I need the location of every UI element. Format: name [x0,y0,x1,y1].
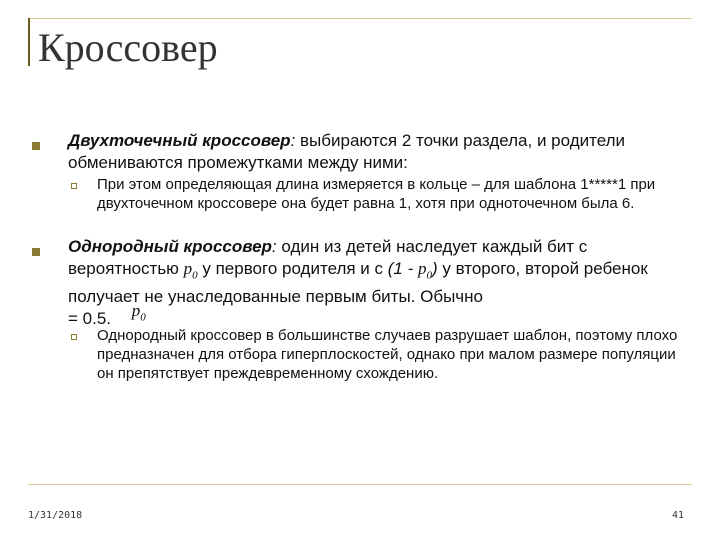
formula-paren-open: (1 - [387,259,418,278]
bullet-marker [32,248,40,256]
term-colon: : [290,131,296,150]
bullet-two-point-crossover [68,130,648,174]
frame-top-line [28,18,692,19]
slide-number: 41 [671,510,684,521]
formula-paren-close: ) [431,259,438,278]
sub-bullet-marker [71,183,77,189]
term-colon: : [271,237,277,256]
sub-bullet-uniform-destroys: Однородный кроссовер в большинстве случаев разрушает шаблон, поэтому плохо предназначен для отбора гиперплоскостей, однако при малом размере популяции он препятствует преждевременному схождению. [97,327,678,382]
bullet-marker [32,142,40,150]
footer-date: 1/31/2018 [28,510,83,521]
term-uniform: Однородный кроссовер [68,237,272,256]
term-two-point: Двухточечный кроссовер [68,131,291,150]
formula-p0: $p_0$ [417,259,432,282]
bullet-text: выбираются 2 точки раздела, и родители обмениваются промежутками между ними: [68,131,626,172]
frame-left-bar [28,18,30,66]
bullet-text: один из детей наследует каждый бит с вероятностью [68,237,588,278]
sub-bullet-marker [71,334,77,340]
formula-p0: $p_0$ [131,301,146,324]
bullet-text: у первого родителя и с [197,259,388,278]
formula-p0: $p_0$ [183,259,198,282]
bullet-uniform-crossover [68,236,668,337]
bullet-text: у второго, второй ребенок получает не унаследованные первым биты. Обычно [68,259,648,307]
slide-title: Кроссовер [38,25,218,70]
bullet-text: = 0.5. [68,309,112,329]
sub-bullet-ring-length: При этом определяющая длина измеряется в кольце – для шаблона 1*****1 при двухточечном кроссовере она будет равна 1, хотя при одноточечном была 6. [97,176,656,212]
frame-bottom-line [28,484,692,485]
